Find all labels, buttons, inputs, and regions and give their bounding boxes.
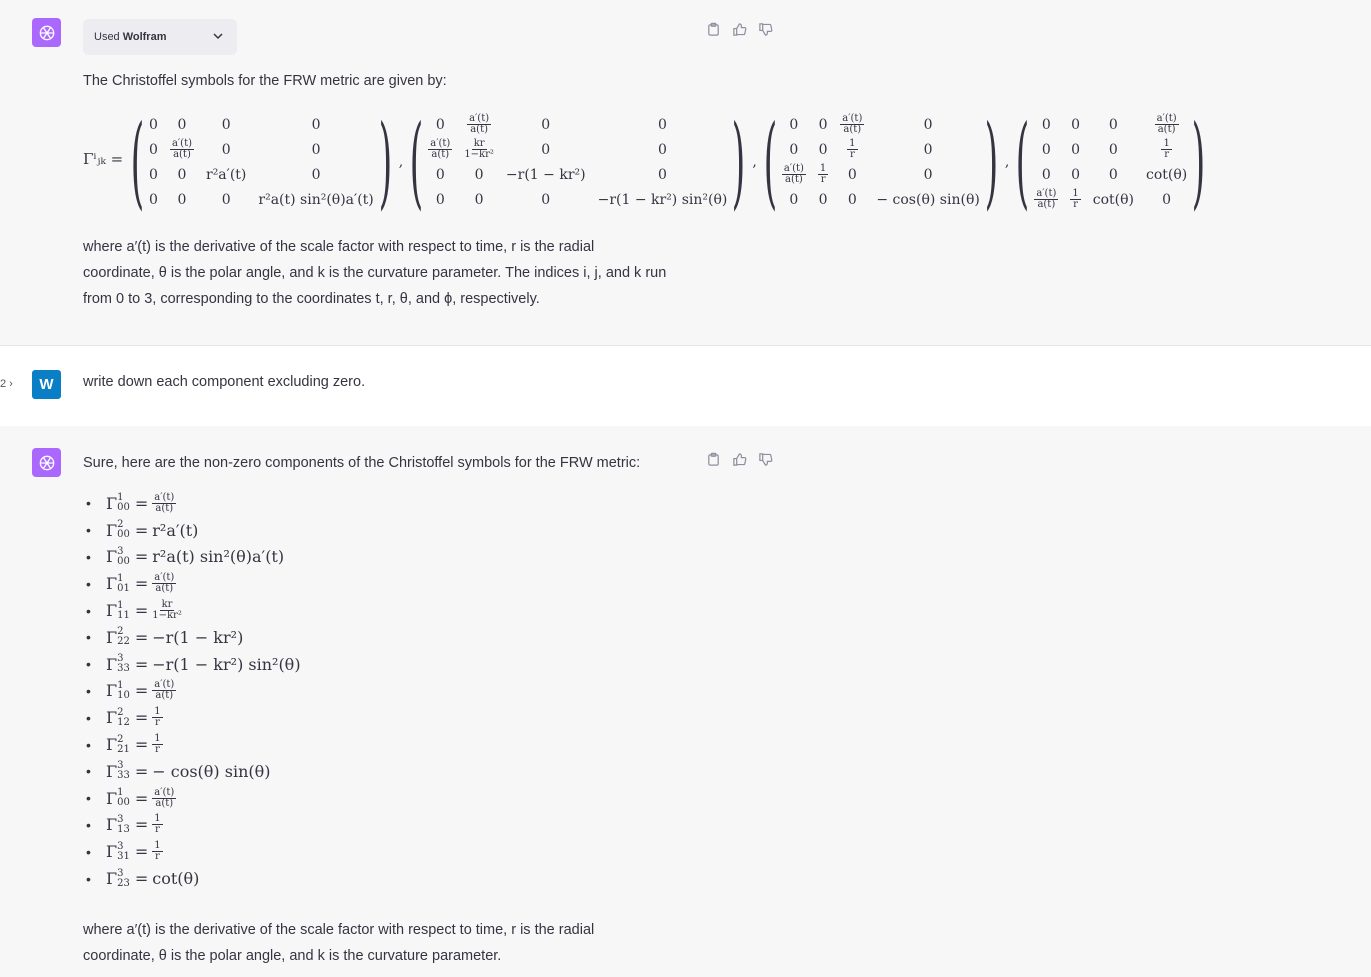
- matrix-entry: −r(1 − kr²) sin²(θ): [597, 191, 728, 208]
- upper-index: 3: [117, 545, 124, 557]
- lower-indices: 10: [117, 689, 130, 701]
- matrix-entry: 0: [541, 141, 551, 158]
- upper-index: 3: [117, 840, 124, 852]
- matrix-entry: 0: [474, 191, 484, 208]
- component-value: r²a′(t): [152, 520, 199, 540]
- component-item: [86, 865, 301, 892]
- matrix-entry: $\frac{1}{r}$: [1072, 188, 1079, 210]
- matrix-entry: 0: [1108, 141, 1118, 158]
- component-item: [86, 704, 301, 731]
- matrix-entry: 0: [658, 141, 667, 158]
- matrix-entry: $\frac{kr}{\text{1−kr²}}$: [464, 138, 494, 160]
- matrix-separator: ,: [398, 154, 404, 170]
- component-item: [86, 812, 301, 839]
- equals-sign: =: [134, 574, 149, 594]
- matrix-entry: 0: [1108, 166, 1118, 183]
- lower-indices: 00: [117, 502, 130, 514]
- chevron-down-icon: [213, 31, 223, 41]
- component-item: [86, 544, 301, 571]
- equals-sign: =: [134, 761, 149, 781]
- upper-index: 2: [117, 706, 124, 718]
- matrix-bracket-right: ): [378, 103, 393, 220]
- matrix-entry: 0: [221, 141, 231, 158]
- openai-logo-icon: [32, 448, 61, 477]
- matrix-entry: 0: [541, 191, 551, 208]
- matrix-entry: $\frac{a'(t)}{a(t)}$: [171, 138, 192, 160]
- matrix-entry: cot(θ): [1092, 191, 1134, 208]
- lower-indices: 01: [117, 582, 130, 594]
- christoffel-matrix: [130, 103, 393, 220]
- matrix-entry: 0: [923, 166, 933, 183]
- bullet: •: [86, 629, 91, 646]
- equals-sign: =: [134, 627, 149, 647]
- matrix-bracket-left: (: [130, 103, 145, 220]
- gamma-symbol: Γ: [106, 735, 118, 755]
- gamma-symbol: Γ: [106, 627, 118, 647]
- matrix-entry: 0: [435, 191, 445, 208]
- upper-index: 2: [117, 519, 124, 531]
- matrix-entry: 0: [149, 166, 158, 183]
- gamma-symbol: Γ: [106, 547, 118, 567]
- component-item: [86, 624, 301, 651]
- matrix-entry: 0: [789, 116, 799, 133]
- user-avatar: W: [32, 370, 61, 399]
- bullet: •: [86, 522, 91, 539]
- matrix-entry: $\frac{a'(t)}{a(t)}$: [469, 113, 490, 135]
- matrix-entry: 0: [923, 116, 933, 133]
- bullet: •: [86, 656, 91, 673]
- upper-index: 2: [117, 733, 124, 745]
- component-value: $\frac{1}{r}$: [154, 706, 161, 729]
- matrix-entry: 0: [149, 116, 158, 133]
- upper-index: 3: [117, 813, 124, 825]
- component-value: −r(1 − kr²) sin²(θ): [152, 654, 301, 674]
- lower-indices: 00: [117, 529, 130, 541]
- bullet: •: [86, 495, 91, 512]
- equals-sign: =: [134, 735, 149, 755]
- lower-indices: 13: [117, 823, 130, 835]
- bullet: •: [86, 736, 91, 753]
- matrix-entry: 0: [435, 116, 445, 133]
- component-item: [86, 570, 301, 597]
- component-item: [86, 838, 301, 865]
- matrix-entry: 0: [658, 116, 667, 133]
- matrix-entry: $\frac{a'(t)}{a(t)}$: [430, 138, 451, 160]
- bullet: •: [86, 548, 91, 565]
- matrix-entry: 0: [541, 116, 551, 133]
- matrix-entry: 0: [847, 191, 857, 208]
- message-actions: [706, 22, 773, 37]
- matrix-entry: r²a(t) sin²(θ)a′(t): [258, 191, 374, 208]
- bullet: •: [86, 575, 91, 592]
- gamma-symbol: Γ: [106, 761, 118, 781]
- equals-sign: =: [134, 601, 149, 621]
- component-value: − cos(θ) sin(θ): [152, 761, 271, 781]
- matrix-bracket-left: (: [1015, 103, 1030, 220]
- matrix-entry: 0: [1071, 141, 1081, 158]
- matrix-entry: cot(θ): [1146, 166, 1188, 183]
- matrix-entry: 0: [789, 191, 799, 208]
- equals-sign: =: [134, 681, 149, 701]
- lower-indices: 22: [117, 636, 130, 648]
- reply-intro: Sure, here are the non-zero components of the Christoffel symbols for the FRW metric:: [83, 455, 641, 471]
- message-index[interactable]: 2 ›: [0, 378, 13, 390]
- upper-index: 3: [117, 760, 124, 772]
- matrix-entry: 0: [435, 166, 445, 183]
- component-value: −r(1 − kr²): [152, 627, 244, 647]
- assistant-message-1: [0, 0, 1371, 345]
- matrix-entry: $\frac{1}{r}$: [819, 163, 827, 185]
- equals-sign: =: [134, 842, 149, 862]
- bullet: •: [86, 682, 91, 699]
- lower-indices: 31: [117, 850, 130, 862]
- matrix-entry: 0: [221, 191, 231, 208]
- upper-index: 2: [117, 626, 124, 638]
- gamma-symbol: Γ: [106, 869, 118, 889]
- matrix-entry: −r(1 − kr²): [505, 166, 586, 183]
- user-message: [0, 345, 1371, 427]
- lower-indices: 21: [117, 743, 130, 755]
- christoffel-lhs: Γⁱⱼₖ =: [83, 150, 124, 168]
- user-message-text: write down each component excluding zero.: [83, 374, 366, 390]
- matrix-entry: 0: [1108, 116, 1118, 133]
- explanation-line-2: coordinate, θ is the polar angle, and k is the curvature parameter. The indices i, j, and k run: [83, 265, 667, 281]
- component-item: [86, 651, 301, 678]
- equals-sign: =: [134, 493, 149, 513]
- gamma-symbol: Γ: [106, 601, 118, 621]
- matrix-entry: 0: [177, 116, 187, 133]
- upper-index: 3: [117, 867, 124, 879]
- upper-index: 3: [117, 653, 124, 665]
- bullet: •: [86, 709, 91, 726]
- matrix-entry: 0: [177, 191, 187, 208]
- matrix-entry: r²a′(t): [206, 166, 247, 183]
- matrix-entry: $\frac{a'(t)}{a(t)}$: [1156, 113, 1177, 135]
- bullet: •: [86, 843, 91, 860]
- thumbs-up-icon[interactable]: [732, 22, 747, 37]
- clipboard-icon[interactable]: [706, 22, 721, 37]
- matrix-separator: ,: [752, 154, 757, 170]
- component-list: [86, 490, 301, 892]
- reply-intro: The Christoffel symbols for the FRW metric are given by:: [83, 73, 447, 89]
- component-value: $\frac{1}{r}$: [154, 813, 161, 836]
- clipboard-icon[interactable]: [706, 452, 721, 467]
- gamma-symbol: Γ: [106, 788, 118, 808]
- matrix-entry: 0: [658, 166, 667, 183]
- bullet: •: [86, 602, 91, 619]
- matrix-entry: 0: [1071, 166, 1081, 183]
- component-item: [86, 785, 301, 812]
- upper-index: 1: [117, 492, 124, 504]
- message-index-number: 2: [0, 378, 7, 390]
- component-value: $\frac{a'(t)}{a(t)}$: [154, 572, 175, 595]
- gamma-symbol: Γ: [106, 842, 118, 862]
- equals-sign: =: [134, 788, 149, 808]
- matrix-entry: 0: [923, 141, 933, 158]
- matrix-entry: 0: [177, 166, 187, 183]
- upper-index: 1: [117, 787, 124, 799]
- gamma-symbol: Γ: [106, 520, 118, 540]
- thumbs-down-icon[interactable]: [758, 22, 773, 37]
- equals-sign: =: [134, 815, 149, 835]
- equals-sign: =: [134, 520, 149, 540]
- matrix-bracket-left: (: [763, 103, 778, 220]
- bullet: •: [86, 763, 91, 780]
- component-value: $\frac{a'(t)}{a(t)}$: [154, 679, 175, 702]
- component-item: [86, 490, 301, 517]
- bullet: •: [86, 870, 91, 887]
- lower-indices: 23: [117, 877, 130, 889]
- closing-line-1: where a′(t) is the derivative of the scale factor with respect to time, r is the radial: [83, 922, 595, 938]
- explanation-line-1: where a′(t) is the derivative of the scale factor with respect to time, r is the radial: [83, 239, 595, 255]
- matrix-bracket-right: ): [984, 103, 999, 220]
- christoffel-matrix: [1015, 103, 1206, 220]
- thumbs-down-icon[interactable]: [758, 452, 773, 467]
- component-item: [86, 678, 301, 705]
- matrix-entry: $\frac{1}{r}$: [1163, 138, 1170, 160]
- gamma-symbol: Γ: [106, 681, 118, 701]
- equals-sign: =: [134, 708, 149, 728]
- component-item: [86, 517, 301, 544]
- bullet: •: [86, 790, 91, 807]
- matrix-entry: 0: [818, 116, 828, 133]
- upper-index: 1: [117, 679, 124, 691]
- matrix-bracket-right: ): [732, 103, 746, 220]
- gamma-symbol: Γ: [106, 654, 118, 674]
- matrix-entry: 0: [789, 141, 799, 158]
- matrix-entry: 0: [311, 116, 321, 133]
- matrix-entry: $\frac{a'(t)}{a(t)}$: [1036, 188, 1057, 210]
- christoffel-matrix: [763, 103, 999, 220]
- matrix-entry: 0: [149, 191, 158, 208]
- matrix-separator: ,: [1004, 154, 1010, 170]
- component-value: $\frac{a'(t)}{a(t)}$: [154, 491, 175, 514]
- component-value: $\frac{a'(t)}{a(t)}$: [154, 786, 175, 809]
- gamma-symbol: Γ: [106, 708, 118, 728]
- component-item: [86, 731, 301, 758]
- closing-line-2: coordinate, θ is the polar angle, and k is the curvature parameter.: [83, 948, 502, 964]
- christoffel-matrices: [130, 103, 1206, 220]
- matrix-entry: 0: [149, 141, 158, 158]
- matrix-entry: 0: [818, 191, 828, 208]
- tool-used-name: Wolfram: [122, 31, 167, 43]
- matrix-entry: 0: [221, 116, 231, 133]
- matrix-entry: 0: [1041, 166, 1051, 183]
- gamma-symbol: Γ: [106, 493, 118, 513]
- matrix-entry: 0: [474, 166, 484, 183]
- tool-used-dropdown[interactable]: [83, 19, 237, 55]
- matrix-entry: 0: [311, 166, 321, 183]
- lower-indices: 12: [117, 716, 130, 728]
- component-value: r²a(t) sin²(θ)a′(t): [152, 547, 285, 567]
- upper-index: 1: [117, 572, 124, 584]
- component-value: cot(θ): [152, 869, 200, 889]
- message-actions: [706, 452, 773, 467]
- matrix-entry: 0: [1041, 141, 1051, 158]
- equals-sign: =: [134, 869, 149, 889]
- bullet: •: [86, 816, 91, 833]
- matrix-bracket-left: (: [409, 103, 424, 220]
- component-item: [86, 597, 301, 624]
- matrix-entry: $\frac{1}{r}$: [849, 138, 856, 160]
- component-item: [86, 758, 301, 785]
- lower-indices: 33: [117, 770, 130, 782]
- christoffel-matrix: [409, 103, 746, 220]
- equals-sign: =: [134, 654, 149, 674]
- equals-sign: =: [134, 547, 149, 567]
- component-value: $\frac{1}{r}$: [154, 733, 161, 756]
- matrix-entry: $\frac{a'(t)}{a(t)}$: [842, 113, 863, 135]
- matrix-entry: 0: [1041, 116, 1051, 133]
- matrix-entry: 0: [1071, 116, 1081, 133]
- lower-indices: 00: [117, 555, 130, 567]
- component-value: $\frac{1}{r}$: [154, 840, 161, 863]
- explanation-line-3: from 0 to 3, corresponding to the coordinates t, r, θ, and ϕ, respectively.: [83, 291, 540, 307]
- lower-indices: 00: [117, 797, 130, 809]
- gamma-symbol: Γ: [106, 574, 118, 594]
- thumbs-up-icon[interactable]: [732, 452, 747, 467]
- component-value: $\frac{kr}{\text{1−kr²}}$: [152, 599, 182, 622]
- matrix-entry: 0: [847, 166, 857, 183]
- lower-indices: 33: [117, 663, 130, 675]
- matrix-entry: 0: [1162, 191, 1172, 208]
- matrix-entry: − cos(θ) sin(θ): [876, 191, 980, 208]
- lower-indices: 11: [117, 609, 130, 621]
- upper-index: 1: [117, 599, 124, 611]
- matrix-entry: 0: [311, 141, 321, 158]
- tool-used-prefix: Used: [94, 31, 120, 43]
- matrix-entry: $\frac{a'(t)}{a(t)}$: [783, 163, 804, 185]
- matrix-entry: 0: [818, 141, 828, 158]
- gamma-symbol: Γ: [106, 815, 118, 835]
- matrix-bracket-right: ): [1191, 103, 1206, 220]
- openai-logo-icon: [32, 18, 61, 47]
